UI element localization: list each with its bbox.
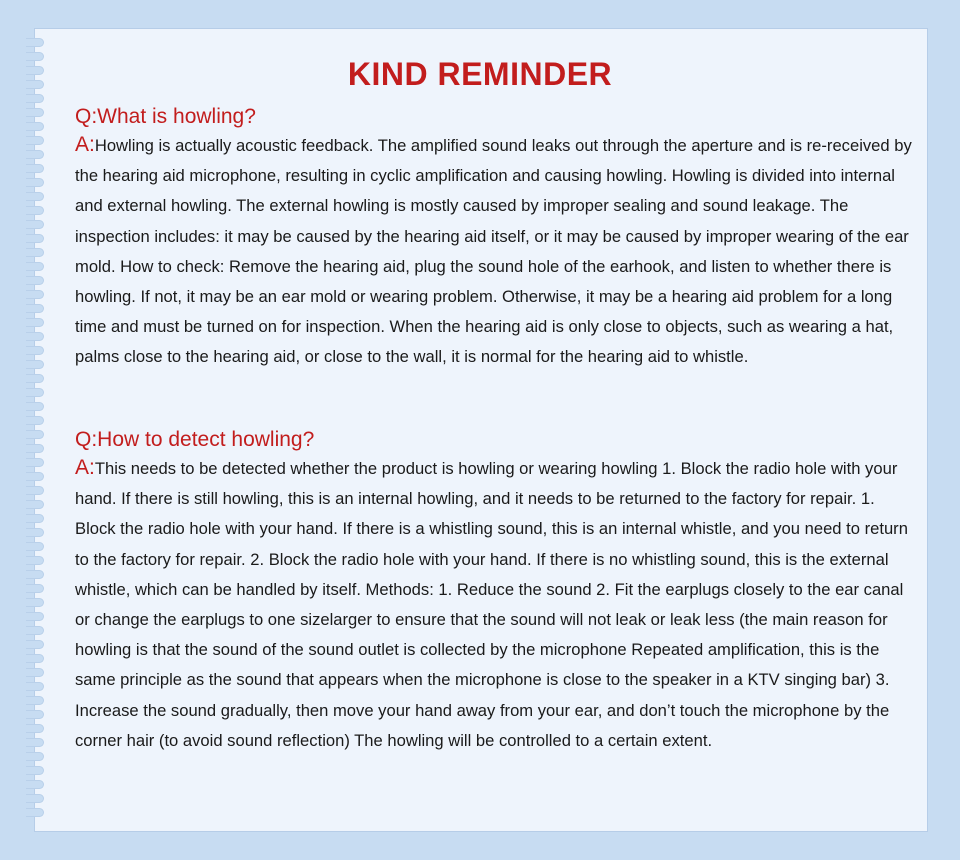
binding-hole <box>26 584 44 593</box>
binding-hole <box>26 304 44 313</box>
page-title: KIND REMINDER <box>347 56 613 92</box>
binding-hole <box>26 290 44 299</box>
binding-hole <box>26 178 44 187</box>
answer-body: This needs to be detected whether the product is howling or wearing howling 1. Block the radio hole with your hand. If there is still howling, this is an internal howling, and it needs to be returned to the factory for repair. 1. Block the radio hole with your hand. If there is a whistling sound, this is an internal whistle, and you need to return to the factory for repair. 2. Block the radio hole with your hand. If there is no whistling sound, this is the external whistle, which can be handled by itself. Methods: 1. Reduce the sound 2. Fit the earplugs closely to the ear canal or change the earplugs to one sizelarger to ensure that the sound will not leak or leak less (the main reason for howling is that the sound of the sound outlet is collected by the microphone Repeated amplification, this is the same principle as the sound that appears when the microphone is close to the speaker in a KTV singing bar) 3. Increase the sound gradually, then move your hand away from your ear, and don’t touch the microphone by the corner hair (to avoid sound reflection) The howling will be controlled to a certain extent. <box>75 459 908 750</box>
binding-hole <box>26 220 44 229</box>
answer-prefix: A: <box>75 133 95 156</box>
binding-hole <box>26 808 44 817</box>
binding-hole <box>26 108 44 117</box>
binding-hole <box>26 150 44 159</box>
binding-hole <box>26 416 44 425</box>
binding-hole <box>26 514 44 523</box>
binding-hole <box>26 458 44 467</box>
binding-hole <box>26 528 44 537</box>
binding-hole <box>26 192 44 201</box>
binding-hole <box>26 262 44 271</box>
binding-hole <box>26 486 44 495</box>
binding-hole <box>26 626 44 635</box>
binding-hole <box>26 724 44 733</box>
binding-hole <box>26 38 44 47</box>
binding-hole <box>26 780 44 789</box>
binding-hole <box>26 556 44 565</box>
binding-hole <box>26 766 44 775</box>
binding-hole <box>26 640 44 649</box>
binding-hole <box>26 234 44 243</box>
binding-hole <box>26 402 44 411</box>
binding-hole <box>26 612 44 621</box>
binding-hole <box>26 500 44 509</box>
answer-body: Howling is actually acoustic feedback. The amplified sound leaks out through the aperture and is re-received by the hearing aid microphone, resulting in cyclic amplification and causing howling. Howling is divided into internal and external howling. The external howling is mostly caused by improper sealing and sound leakage. The inspection includes: it may be caused by the hearing aid itself, or it may be caused by improper wearing of the ear mold. How to check: Remove the hearing aid, plug the sound hole of the earhook, and listen to whether there is howling. If not, it may be an ear mold or wearing problem. Otherwise, it may be a hearing aid problem for a long time and must be turned on for inspection. When the hearing aid is only close to objects, such as wearing a hat, palms close to the hearing aid, or close to the wall, it is normal for the hearing aid to whistle. <box>75 136 912 367</box>
qa-section-detect <box>75 427 915 756</box>
answer-text <box>75 130 915 373</box>
binding-hole <box>26 598 44 607</box>
binding-hole <box>26 682 44 691</box>
binding-hole <box>26 542 44 551</box>
question-heading: Q:How to detect howling? <box>75 428 315 451</box>
binding-hole <box>26 444 44 453</box>
binding-hole <box>26 710 44 719</box>
binding-hole <box>26 332 44 341</box>
answer-prefix: A: <box>75 456 95 479</box>
binding-hole <box>26 752 44 761</box>
binding-hole <box>26 122 44 131</box>
question-heading: Q:What is howling? <box>75 105 256 128</box>
binding-hole <box>26 472 44 481</box>
binding-hole <box>26 794 44 803</box>
binding-hole <box>26 94 44 103</box>
binding-hole <box>26 136 44 145</box>
notebook-binding <box>26 38 46 828</box>
binding-hole <box>26 276 44 285</box>
binding-hole <box>26 374 44 383</box>
binding-hole <box>26 346 44 355</box>
binding-hole <box>26 248 44 257</box>
binding-hole <box>26 360 44 369</box>
binding-hole <box>26 430 44 439</box>
binding-hole <box>26 654 44 663</box>
binding-hole <box>26 164 44 173</box>
binding-hole <box>26 318 44 327</box>
binding-hole <box>26 668 44 677</box>
binding-hole <box>26 388 44 397</box>
binding-hole <box>26 570 44 579</box>
binding-hole <box>26 696 44 705</box>
binding-hole <box>26 206 44 215</box>
answer-text <box>75 453 915 756</box>
binding-hole <box>26 738 44 747</box>
qa-section-howling <box>75 104 915 373</box>
